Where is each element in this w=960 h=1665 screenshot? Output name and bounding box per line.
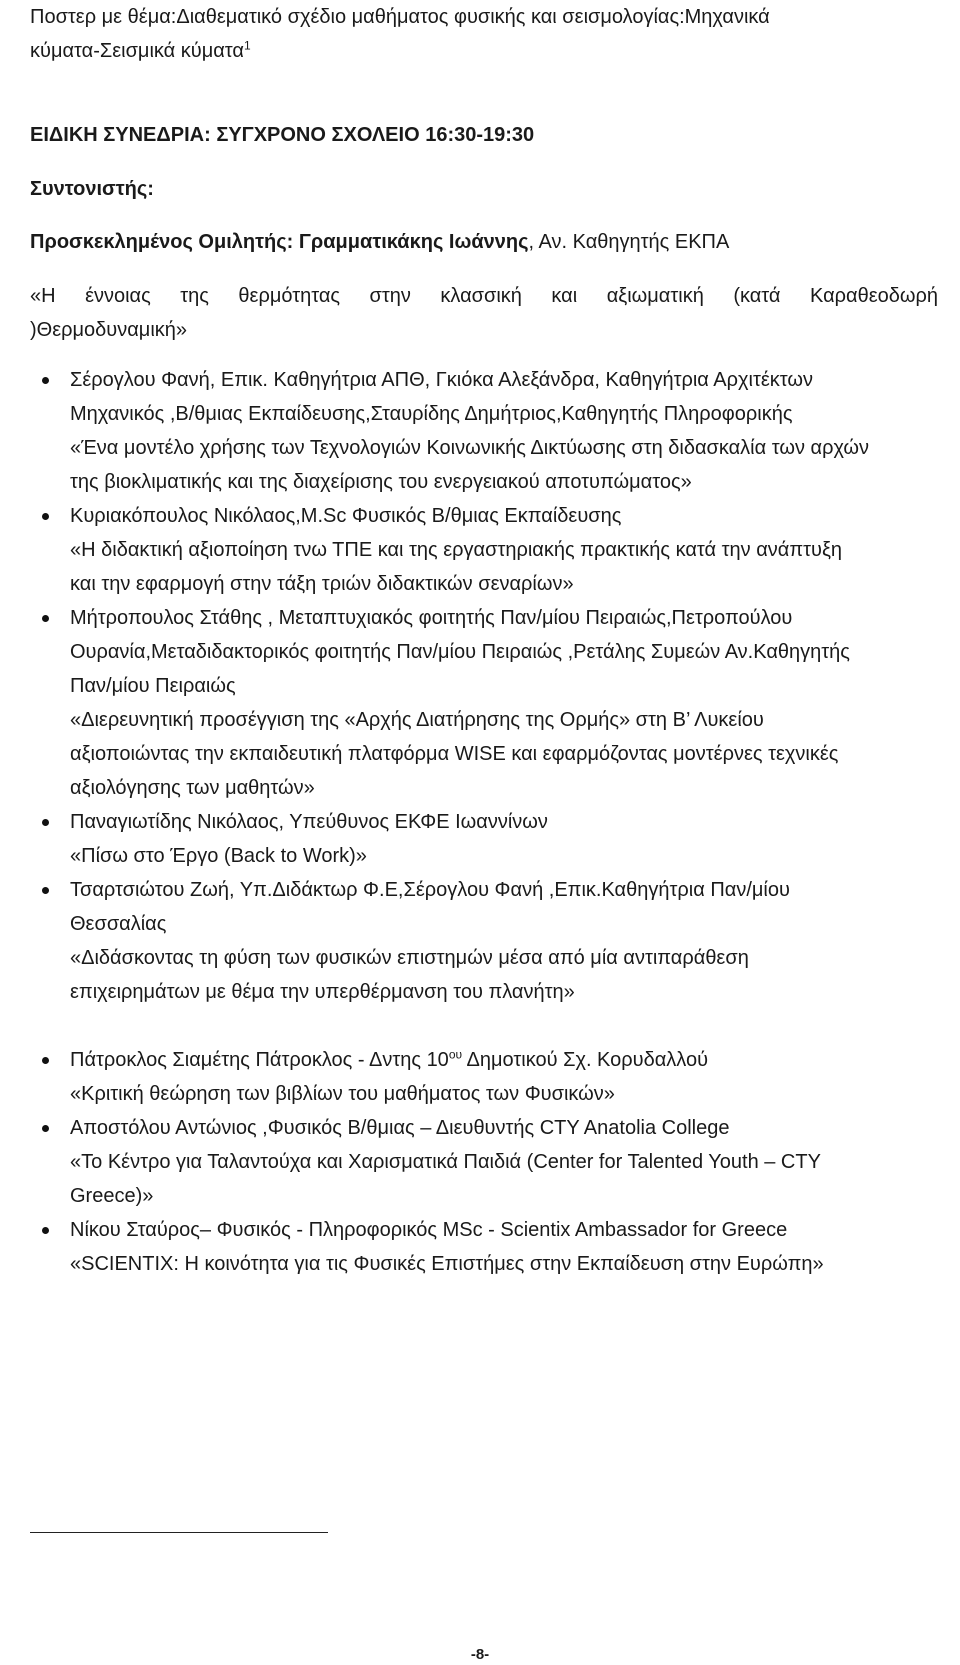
item-line: «Η διδακτική αξιοποίηση τνω ΤΠΕ και της εργαστηριακής πρακτικής κατά την ανάπτυξη xyxy=(70,539,843,561)
talks-list xyxy=(58,363,938,1281)
poster-line-1: Ποστερ με θέμα:Διαθεματικό σχέδιο μαθήματος φυσικής και σεισμολογίας:Μηχανικά xyxy=(30,6,770,28)
invited-speaker-name: Προσκεκλημένος Ομιλητής: Γραμματικάκης Ιωάννης xyxy=(30,231,529,253)
list-item xyxy=(58,1111,938,1213)
keynote-title xyxy=(30,279,938,347)
item-line: Μήτροπουλος Στάθης , Μεταπτυχιακός φοιτητής Παν/μίου Πειραιώς,Πετροπούλου xyxy=(70,607,793,629)
item-line: Παν/μίου Πειραιώς xyxy=(70,675,236,697)
list-item xyxy=(58,499,938,601)
item-line: Αποστόλου Αντώνιος ,Φυσικός Β/θμιας – Διευθυντής CTY Anatolia College xyxy=(70,1117,730,1139)
item-line: Σέρογλου Φανή, Επικ. Καθηγήτρια ΑΠΘ, Γκιόκα Αλεξάνδρα, Καθηγήτρια Αρχιτέκτων xyxy=(70,369,814,391)
item-line: «Πίσω στο Έργο (Back to Work)» xyxy=(70,845,367,867)
session-title: ΕΙΔΙΚΗ ΣΥΝΕΔΡΙΑ: ΣΥΓΧΡΟΝΟ ΣΧΟΛΕΙΟ 16:30-19:30 xyxy=(30,124,535,146)
item-line: Τσαρτσιώτου Ζωή, Υπ.Διδάκτωρ Φ.Ε,Σέρογλου Φανή ,Επικ.Καθηγήτρια Παν/μίου xyxy=(70,879,790,901)
bullet-icon xyxy=(42,513,49,520)
bullet-icon xyxy=(42,1227,49,1234)
item-line xyxy=(70,1043,938,1077)
item-line-text: Δημοτικού Σχ. Κορυδαλλού xyxy=(462,1049,709,1071)
item-line: Θεσσαλίας xyxy=(70,913,167,935)
poster-block xyxy=(30,0,938,68)
keynote-line-1: «Η έννοιας της θερμότητας στην κλασσική και αξιωματική (κατά Καραθεοδωρή xyxy=(30,285,938,307)
item-line-text: Πάτροκλος Σιαμέτης Πάτροκλος - Δντης 10 xyxy=(70,1049,449,1071)
bullet-icon xyxy=(42,887,49,894)
list-item xyxy=(58,873,938,1009)
item-line: Μηχανικός ,Β/θμιας Εκπαίδευσης,Σταυρίδης Δημήτριος,Καθηγητής Πληροφορικής xyxy=(70,403,793,425)
item-line: «Κριτική θεώρηση των βιβλίων του μαθήματος των Φυσικών» xyxy=(70,1083,615,1105)
item-line: Greece)» xyxy=(70,1185,154,1207)
bullet-icon xyxy=(42,1057,49,1064)
item-line: και την εφαρμογή στην τάξη τριών διδακτικών σεναρίων» xyxy=(70,573,574,595)
item-line: Παναγιωτίδης Νικόλαος, Υπεύθυνος ΕΚΦΕ Ιωαννίνων xyxy=(70,811,548,833)
item-line: «Διερευνητική προσέγγιση της «Αρχής Διατήρησης της Ορμής» στη Β’ Λυκείου xyxy=(70,709,764,731)
invited-speaker-role: , Αν. Καθηγητής ΕΚΠΑ xyxy=(528,231,730,253)
list-item xyxy=(58,601,938,805)
list-item xyxy=(58,1043,938,1111)
page-number: -8- xyxy=(470,1646,490,1663)
item-line: αξιολόγησης των μαθητών» xyxy=(70,777,315,799)
bullet-icon xyxy=(42,819,49,826)
coordinator-label: Συντονιστής: xyxy=(30,178,154,200)
item-line: «Ένα μοντέλο χρήσης των Τεχνολογιών Κοινωνικής Δικτύωσης στη διδασκαλία των αρχών xyxy=(70,437,870,459)
bullet-icon xyxy=(42,377,49,384)
keynote-line-2: )Θερμοδυναμική» xyxy=(30,319,188,341)
item-line: της βιοκλιματικής και της διαχείρισης του ενεργειακού αποτυπώματος» xyxy=(70,471,692,493)
bullet-icon xyxy=(42,615,49,622)
footnote-separator xyxy=(30,1532,328,1533)
poster-line-2 xyxy=(30,34,938,68)
invited-speaker xyxy=(30,225,729,259)
item-line: «SCIENTIX: Η κοινότητα για τις Φυσικές Επιστήμες στην Εκπαίδευση στην Ευρώπη» xyxy=(70,1253,824,1275)
item-line: Ουρανία,Μεταδιδακτορικός φοιτητής Παν/μίου Πειραιώς ,Ρετάλης Συμεών Αν.Καθηγητής xyxy=(70,641,850,663)
item-line: «Το Κέντρο για Ταλαντούχα και Χαρισματικά Παιδιά (Center for Talented Youth – CTY xyxy=(70,1151,821,1173)
item-line: Κυριακόπουλος Νικόλαος,Μ.Sc Φυσικός Β/θμιας Εκπαίδευσης xyxy=(70,505,622,527)
item-line: «Διδάσκοντας τη φύση των φυσικών επιστημών μέσα από μία αντιπαράθεση xyxy=(70,947,749,969)
poster-line-2-text: κύματα-Σεισμικά κύματα xyxy=(30,40,244,62)
item-line: επιχειρημάτων με θέμα την υπερθέρμανση του πλανήτη» xyxy=(70,981,575,1003)
bullet-icon xyxy=(42,1125,49,1132)
ordinal-suffix: ου xyxy=(448,1047,463,1062)
footnote-mark: 1 xyxy=(243,38,251,53)
list-item xyxy=(58,363,938,499)
list-item xyxy=(58,1213,938,1281)
item-line: Νίκου Σταύρος– Φυσικός - Πληροφορικός MSc - Scientix Ambassador for Greece xyxy=(70,1219,788,1241)
list-item xyxy=(58,805,938,873)
item-line: αξιοποιώντας την εκπαιδευτική πλατφόρμα WISE και εφαρμόζοντας μοντέρνες τεχνικές xyxy=(70,743,839,765)
